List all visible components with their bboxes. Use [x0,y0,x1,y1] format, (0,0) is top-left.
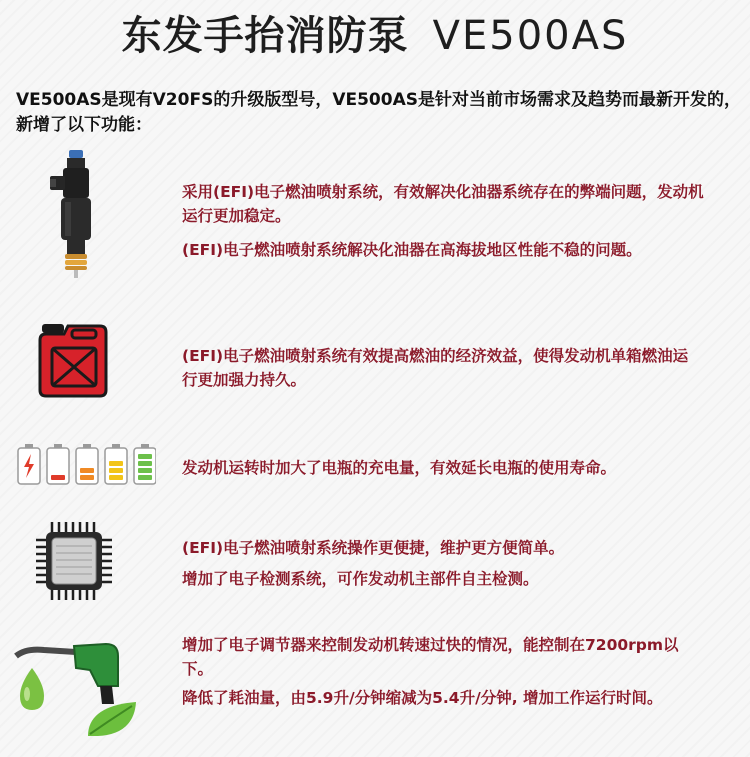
feature-5-text-2: 降低了耗油量，由5.9升/分钟缩减为5.4升/分钟, 增加工作运行时间。 [182,689,663,707]
fuel-can-icon [38,320,110,398]
feature-4-text-1: (EFI)电子燃油喷射系统操作更便捷，维护更方便简单。 [182,539,565,557]
page-title [0,8,750,64]
feature-1-text-2: (EFI)电子燃油喷射系统解决化油器在高海拔地区性能不稳的问题。 [182,241,642,259]
feature-4-text-2: 增加了电子检测系统，可作发动机主部件自主检测。 [182,570,539,588]
intro-text: VE500AS是现有V20FS的升级版型号，VE500AS是针对当前市场需求及趋势而最新开发的，新增了以下功能： [16,90,741,135]
feature-2-text-1: (EFI)电子燃油喷射系统有效提高燃油的经济效益，使得发动机单箱燃油运行更加强力持久。 [182,347,689,389]
chip-icon [34,520,114,602]
model-name: VE500AS [432,13,629,59]
feature-5-text-1: 增加了电子调节器来控制发动机转速过快的情况，能控制在7200rpm以下。 [182,636,679,678]
fuel-injector-icon [45,148,105,280]
feature-3-text-1: 发动机运转时加大了电瓶的充电量，有效延长电瓶的使用寿命。 [182,459,617,477]
title-text: 东发手抬消防泵 [121,13,409,59]
feature-1-text-1: 采用(EFI)电子燃油喷射系统，有效解决化油器系统存在的弊端问题，发动机运行更加稳定。 [182,183,704,225]
battery-icon [16,442,156,486]
fuel-nozzle-leaf-icon [14,640,146,740]
